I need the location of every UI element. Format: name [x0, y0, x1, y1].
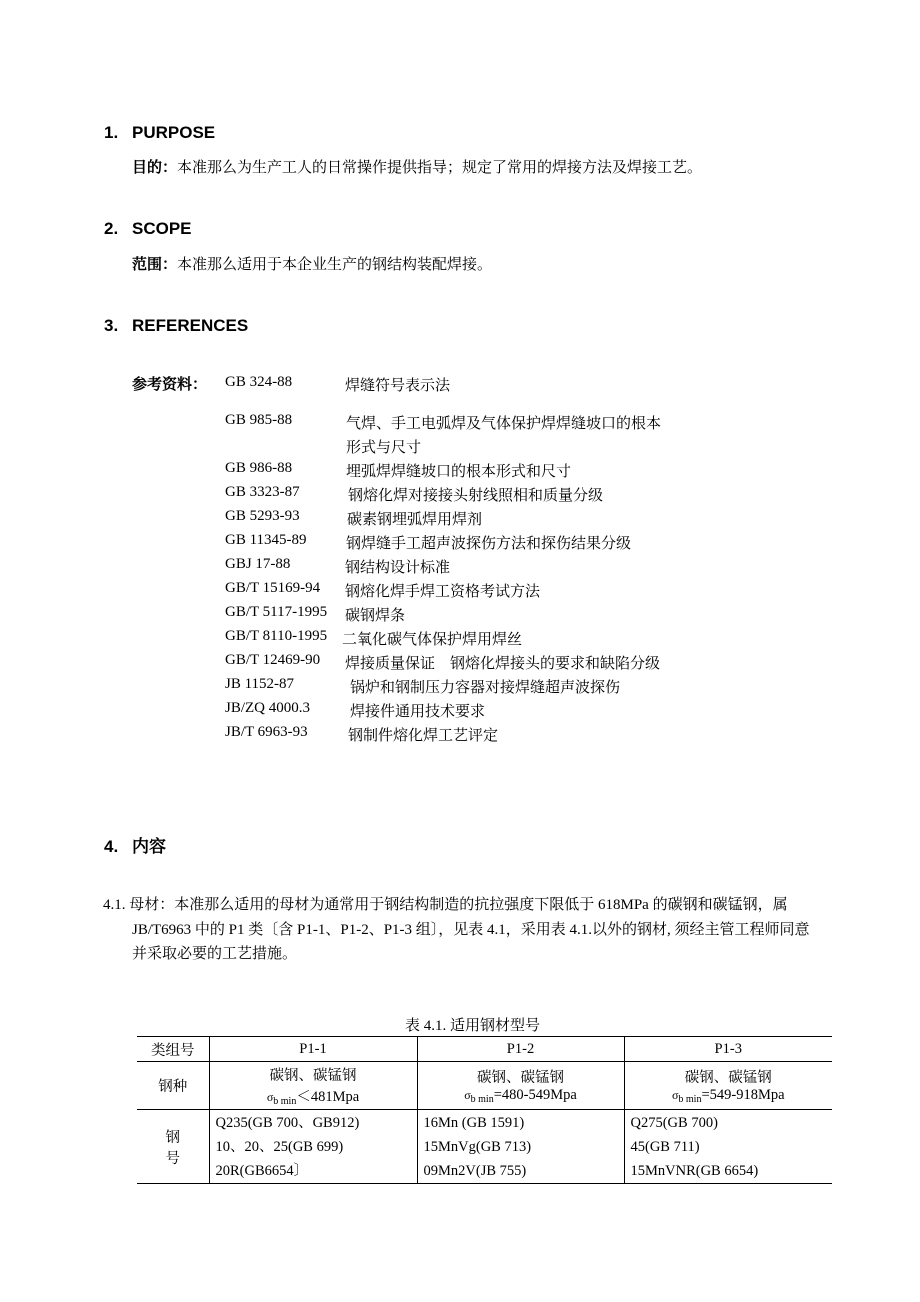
- subscript: b min: [273, 1096, 297, 1107]
- sigma-symbol: σ: [464, 1088, 471, 1102]
- sigma-symbol: σ: [671, 1088, 679, 1102]
- section-number: 1.: [104, 123, 119, 142]
- table-caption: 表 4.1. 适用钢材型号: [405, 1018, 541, 1034]
- purpose-paragraph: [132, 156, 702, 177]
- table-cell: [209, 1062, 417, 1110]
- reference-title: 二氧化碳气体保护焊用焊丝: [342, 632, 523, 648]
- steel-grade: 09Mn2V(JB 755): [423, 1162, 527, 1179]
- table-row-label: 钢种: [137, 1062, 209, 1110]
- section-2-heading: [104, 219, 192, 239]
- table-header-cell: P1-3: [624, 1037, 832, 1062]
- strength-value: [631, 1087, 827, 1105]
- steel-grade: 15MnVNR(GB 6654): [630, 1162, 759, 1179]
- table-grade-row: [137, 1110, 832, 1184]
- reference-title: 气焊、手工电弧焊及气体保护焊焊缝坡口的根本: [346, 416, 662, 432]
- reference-title: 焊接件通用技术要求: [350, 704, 486, 720]
- section-title: REFERENCES: [132, 316, 249, 335]
- section-number: 2.: [104, 219, 119, 238]
- table-header-cell: P1-1: [209, 1037, 417, 1062]
- reference-code: GB 3323-87: [225, 484, 300, 500]
- table-header-cell: P1-2: [417, 1037, 624, 1062]
- section-1-heading: [104, 123, 215, 143]
- steel-grade: Q235(GB 700、GB912): [215, 1114, 360, 1131]
- scope-paragraph: [132, 253, 492, 274]
- strength-text: ＜481Mpa: [296, 1089, 360, 1105]
- reference-title: 埋弧焊焊缝坡口的根本形式和尺寸: [346, 464, 572, 480]
- reference-code: JB 1152-87: [225, 676, 295, 692]
- sigma-symbol: σ: [266, 1090, 274, 1104]
- strength-value: [424, 1087, 618, 1105]
- section-title: PURPOSE: [132, 123, 216, 142]
- scope-text: 本准那么适用于本企业生产的钢结构装配焊接。: [177, 257, 493, 273]
- reference-code: GB 985-88: [225, 412, 293, 428]
- section-4-heading: [104, 832, 166, 857]
- reference-title: 碳素钢埋弧焊用焊剂: [347, 512, 483, 528]
- scope-label: 范围：: [132, 255, 178, 273]
- section-number: 4.: [104, 837, 119, 856]
- section-title: SCOPE: [132, 219, 192, 238]
- subscript: b min: [470, 1094, 494, 1105]
- reference-code: GB 324-88: [225, 374, 293, 390]
- reference-code: GB/T 8110-1995: [225, 628, 328, 644]
- section-title: 内容: [132, 837, 166, 856]
- table-cell: [624, 1110, 832, 1184]
- para-4-1-line: 并采取必要的工艺措施。: [132, 946, 298, 962]
- table-row-label: [137, 1110, 209, 1184]
- steel-type: 碳钢、碳锰钢: [684, 1070, 772, 1086]
- steel-grade: 45(GB 711): [630, 1138, 700, 1155]
- steel-grade: 20R(GB6654〕: [215, 1162, 309, 1179]
- reference-title: 钢熔化焊对接接头射线照相和质量分级: [348, 488, 604, 504]
- strength-text: =549-918Mpa: [701, 1087, 785, 1103]
- reference-title: 焊缝符号表示法: [345, 378, 451, 394]
- para-4-1-line: 4.1. 母材：本准那么适用的母材为通常用于钢结构制造的抗拉强度下限低于 618MPa 的碳钢和碳锰钢，属: [103, 897, 788, 913]
- strength-text: =480-549Mpa: [493, 1087, 577, 1103]
- reference-title: 碳钢焊条: [345, 608, 406, 624]
- reference-title: 钢熔化焊手焊工资格考试方法: [345, 584, 541, 600]
- steel-table: [137, 1036, 832, 1184]
- reference-code: JB/T 6963-93: [225, 724, 308, 740]
- table-header-row: [137, 1037, 832, 1062]
- table-kind-row: [137, 1062, 832, 1110]
- purpose-text: 本准那么为生产工人的日常操作提供指导；规定了常用的焊接方法及焊接工艺。: [177, 160, 703, 176]
- table-cell: [624, 1062, 832, 1110]
- reference-title: 钢焊缝手工超声波探伤方法和探伤结果分级: [346, 536, 632, 552]
- steel-grade: 16Mn (GB 1591): [423, 1114, 525, 1131]
- reference-code: GBJ 17-88: [225, 556, 291, 572]
- reference-code: GB/T 15169-94: [225, 580, 321, 596]
- purpose-label: 目的：: [132, 158, 178, 176]
- steel-type: 碳钢、碳锰钢: [477, 1070, 564, 1086]
- reference-code: GB 11345-89: [225, 532, 307, 548]
- reference-code: GB/T 5117-1995: [225, 604, 328, 620]
- steel-grade: 10、20、25(GB 699): [215, 1138, 344, 1155]
- reference-code: JB/ZQ 4000.3: [225, 700, 311, 716]
- steel-grade: 15MnVg(GB 713): [423, 1138, 532, 1155]
- reference-title: 锅炉和钢制压力容器对接焊缝超声波探伤: [350, 680, 621, 696]
- references-label: 参考资料：: [132, 375, 208, 393]
- label-char: 号: [165, 1150, 180, 1167]
- strength-value: [216, 1085, 411, 1107]
- reference-code: GB/T 12469-90: [225, 652, 321, 668]
- table-header-label: 类组号: [137, 1037, 209, 1062]
- table-cell: [417, 1110, 624, 1184]
- reference-title: 钢结构设计标准: [345, 560, 451, 576]
- reference-code: GB 5293-93: [225, 508, 300, 524]
- table-cell: [417, 1062, 624, 1110]
- label-char: 钢: [165, 1129, 180, 1146]
- reference-title: 钢制件熔化焊工艺评定: [348, 728, 499, 744]
- reference-title: 焊接质量保证 钢熔化焊接头的要求和缺陷分级: [345, 656, 661, 672]
- para-4-1-line: JB/T6963 中的 P1 类〔含 P1-1、P1-2、P1-3 组〕，见表 4.1，采用表 4.1.以外的钢材, 须经主管工程师同意: [132, 922, 810, 938]
- reference-title-continued: 形式与尺寸: [346, 440, 422, 456]
- steel-type: 碳钢、碳锰钢: [269, 1068, 357, 1084]
- section-3-heading: [104, 316, 248, 336]
- subscript: b min: [678, 1094, 702, 1105]
- section-number: 3.: [104, 316, 119, 335]
- reference-code: GB 986-88: [225, 460, 293, 476]
- steel-grade: Q275(GB 700): [630, 1114, 718, 1131]
- table-cell: [209, 1110, 417, 1184]
